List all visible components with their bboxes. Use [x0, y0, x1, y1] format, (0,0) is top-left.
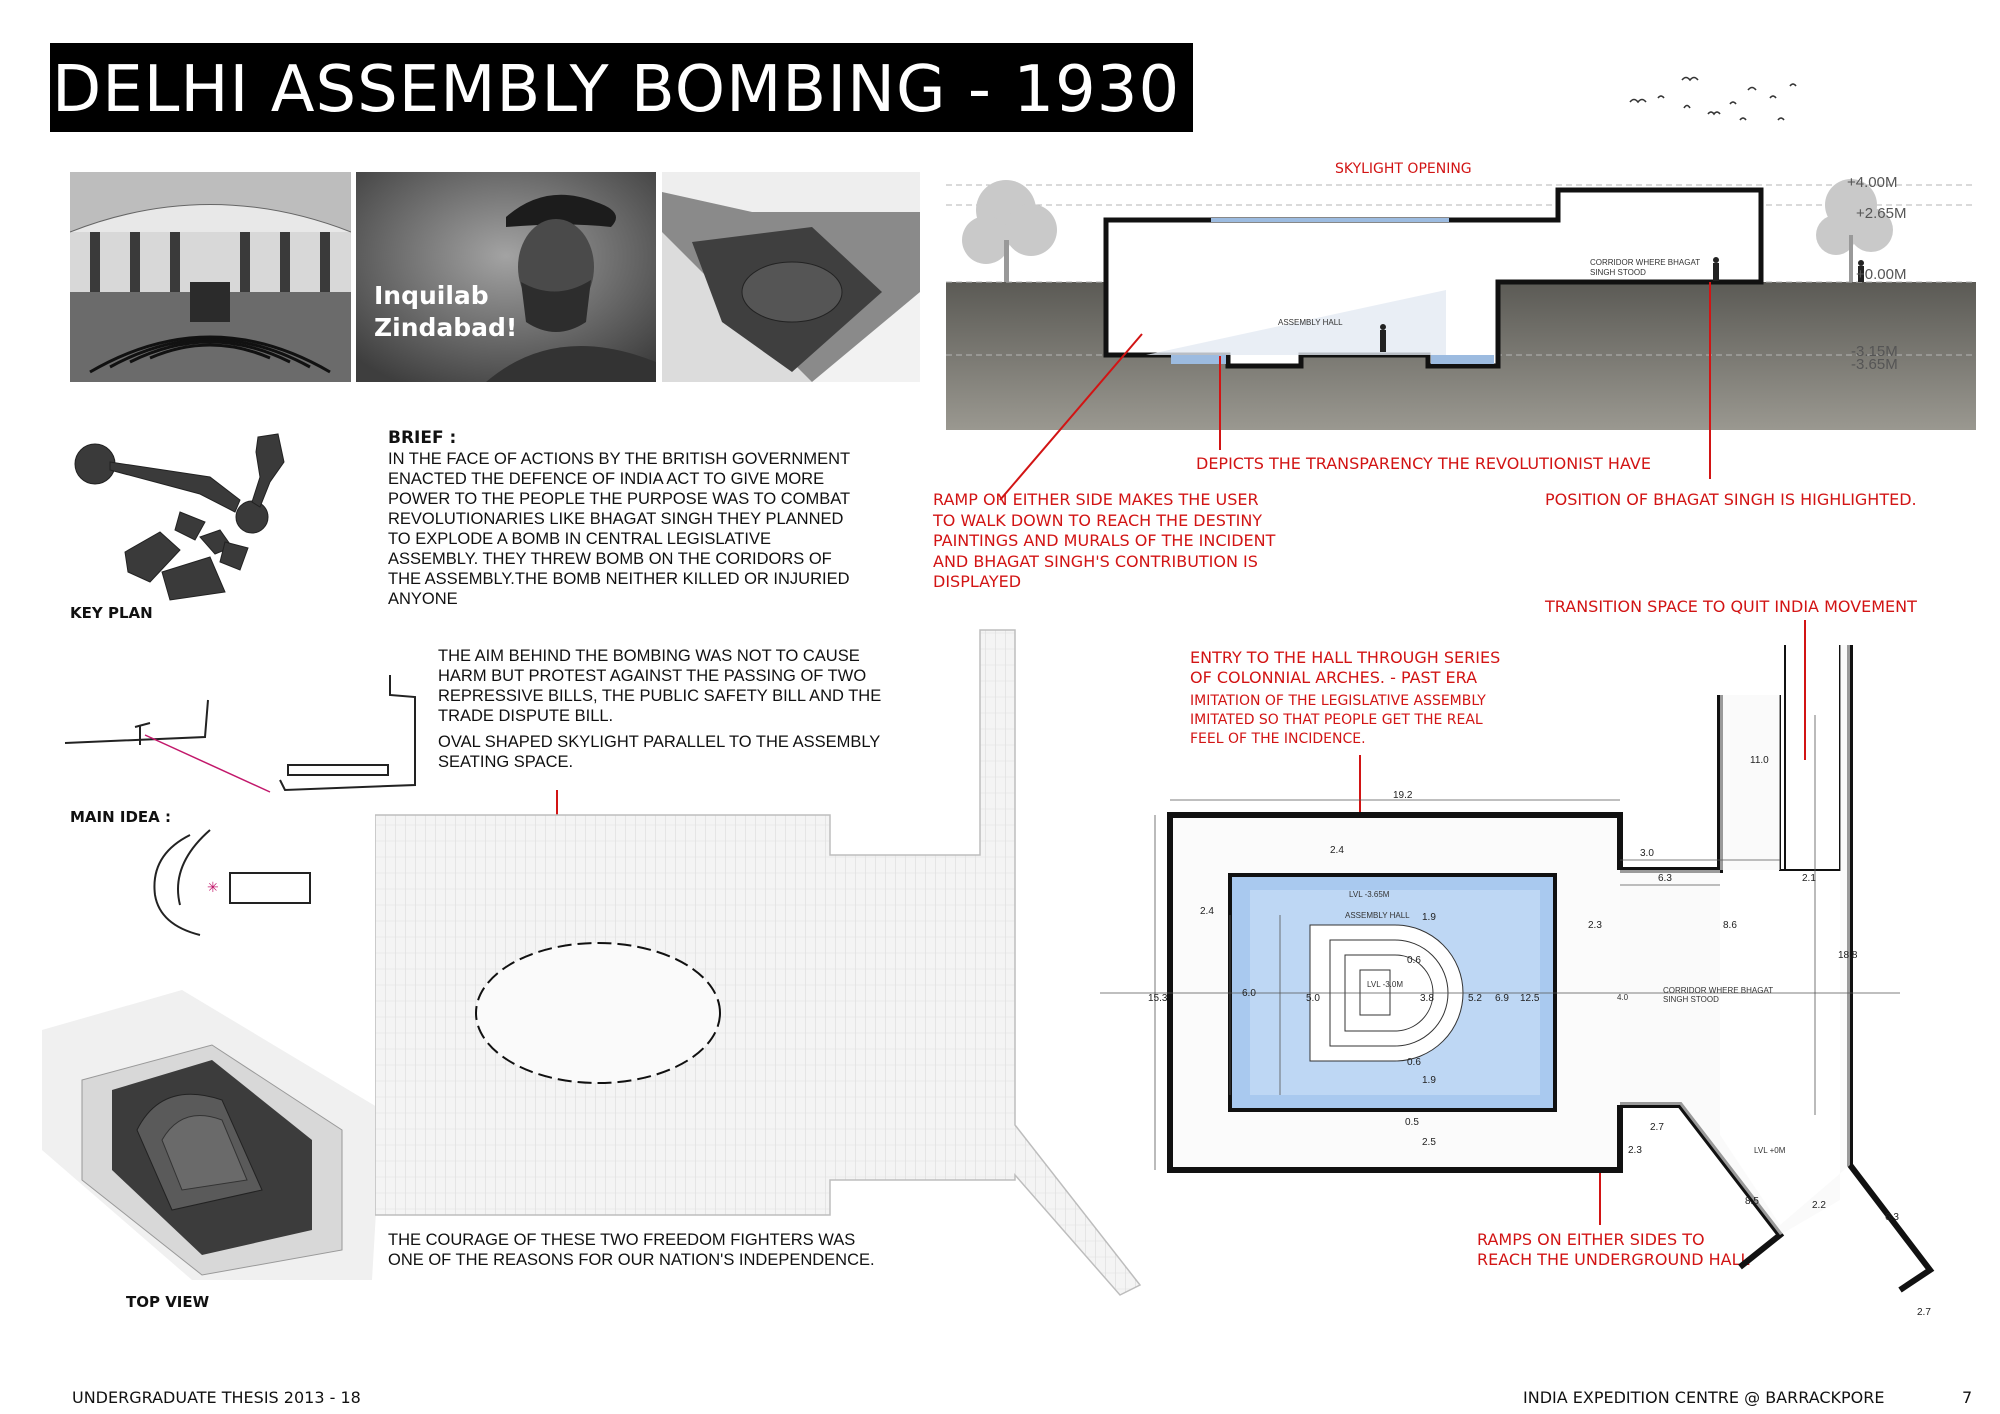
ramps-annotation-line: RAMPS ON EITHER SIDES TO: [1477, 1230, 1705, 1249]
plan-lvl-0-label: LVL +0M: [1754, 1146, 1786, 1155]
dimension-label: 8.5: [1745, 1196, 1759, 1207]
plan-lvl-30-label: LVL -3.0M: [1367, 980, 1404, 989]
dimension-label: 2.7: [1650, 1122, 1664, 1133]
courage-line: THE COURAGE OF THESE TWO FREEDOM FIGHTERS WAS: [388, 1231, 856, 1249]
dimension-label: 15.3: [1148, 993, 1168, 1004]
brief-line: REVOLUTIONARIES LIKE BHAGAT SINGH THEY PLANNED: [388, 510, 844, 528]
level-label-365: -3.65M: [1851, 356, 1898, 373]
brief-line: ANYONE: [388, 590, 458, 608]
page-number: 7: [1962, 1388, 1973, 1407]
transition-annotation: TRANSITION SPACE TO QUIT INDIA MOVEMENT: [1545, 597, 1917, 616]
dimension-label: 2.4: [1330, 845, 1344, 856]
dimension-label: 19.2: [1393, 790, 1413, 801]
brief-line: POWER TO THE PEOPLE THE PURPOSE WAS TO COMBAT: [388, 490, 851, 508]
ramp-annotation-line: AND BHAGAT SINGH'S CONTRIBUTION IS: [933, 551, 1258, 571]
level-label-000: +0.00M: [1856, 266, 1907, 283]
dimension-label: 11.0: [1750, 755, 1769, 766]
ramp-annotation-line: TO WALK DOWN TO REACH THE DESTINY: [933, 510, 1263, 530]
page-title: DELHI ASSEMBLY BOMBING - 1930: [52, 53, 1181, 127]
section-assembly-hall-label: ASSEMBLY HALL: [1278, 318, 1343, 327]
aim-line: TRADE DISPUTE BILL.: [438, 707, 614, 725]
dimension-label: 8.6: [1723, 920, 1737, 931]
ramp-annotation: [933, 490, 1275, 593]
footer-project: INDIA EXPEDITION CENTRE @ BARRACKPORE: [1523, 1388, 1885, 1407]
ramps-annotation-line: REACH THE UNDERGROUND HALL: [1477, 1250, 1750, 1269]
dimension-label: 6.9: [1495, 993, 1509, 1004]
dimension-label: 2.7: [1917, 1307, 1931, 1318]
floor-plan-drawing: [1100, 625, 1950, 1330]
poster-text-line2: Zindabad!: [374, 313, 518, 342]
dimension-label: 3.0: [1640, 848, 1654, 859]
brief-line: THE ASSEMBLY.THE BOMB NEITHER KILLED OR INJURIED: [388, 570, 850, 588]
brief-heading: BRIEF :: [388, 428, 457, 448]
section-corridor-label-1: CORRIDOR WHERE BHAGAT: [1590, 258, 1701, 267]
imitation-annotation-line: IMITATED SO THAT PEOPLE GET THE REAL: [1190, 712, 1483, 728]
imitation-annotation-line: IMITATION OF THE LEGISLATIVE ASSEMBLY: [1190, 693, 1486, 709]
transparency-annotation: DEPICTS THE TRANSPARENCY THE REVOLUTIONIST HAVE: [1196, 454, 1651, 473]
dimension-label: 1.9: [1422, 912, 1436, 923]
dimension-label: 2.3: [1588, 920, 1602, 931]
plan-assembly-hall-label: ASSEMBLY HALL: [1345, 911, 1410, 920]
brief-line: TO EXPLODE A BOMB IN CENTRAL LEGISLATIVE: [388, 530, 771, 548]
level-label-400: +4.00M: [1847, 174, 1898, 191]
skylight-opening-label: SKYLIGHT OPENING: [1335, 161, 1472, 177]
key-plan-label: KEY PLAN: [70, 604, 153, 622]
dimension-label: 6.3: [1658, 873, 1672, 884]
main-idea-label: MAIN IDEA :: [70, 808, 172, 826]
dimension-label: 2.1: [1802, 873, 1816, 884]
dimension-label: 3.8: [1420, 993, 1434, 1004]
plan-corridor-label-2: SINGH STOOD: [1663, 995, 1719, 1004]
ramp-annotation-line: PAINTINGS AND MURALS OF THE INCIDENT: [933, 531, 1276, 550]
courage-line: ONE OF THE REASONS FOR OUR NATION'S INDEPENDENCE.: [388, 1251, 875, 1269]
courage-text: [388, 1230, 875, 1270]
ramp-annotation-line: DISPLAYED: [933, 572, 1022, 591]
footer-thesis: UNDERGRADUATE THESIS 2013 - 18: [72, 1388, 361, 1407]
brief-line: IN THE FACE OF ACTIONS BY THE BRITISH GOVERNMENT: [388, 450, 851, 468]
brief-text: [388, 449, 850, 609]
dimension-label: 5.2: [1468, 993, 1482, 1004]
dimension-label: 6.3: [1885, 1212, 1899, 1223]
position-annotation: POSITION OF BHAGAT SINGH IS HIGHLIGHTED.: [1545, 490, 1917, 509]
dimension-label: 1.9: [1422, 1075, 1436, 1086]
key-plan-drawing: [70, 422, 300, 602]
brief-line: ASSEMBLY. THEY THREW BOMB ON THE CORIDORS OF: [388, 550, 832, 568]
svg-text:✳: ✳: [207, 879, 219, 895]
dimension-label: 12.5: [1520, 993, 1540, 1004]
dimension-label: 2.2: [1812, 1200, 1826, 1211]
level-label-265: +2.65M: [1856, 205, 1907, 222]
top-view-label: TOP VIEW: [126, 1293, 210, 1311]
aim-line: HARM BUT PROTEST AGAINST THE PASSING OF TWO: [438, 667, 867, 685]
level-label-315: -3.15M: [1851, 343, 1898, 360]
plan-lvl-365-label: LVL -3.65M: [1349, 890, 1390, 899]
section-corridor-label-2: SINGH STOOD: [1590, 268, 1646, 277]
ramp-annotation-line: RAMP ON EITHER SIDE MAKES THE USER: [933, 490, 1259, 509]
dimension-label: 4.0: [1617, 993, 1629, 1002]
oval-line: SEATING SPACE.: [438, 753, 574, 771]
oval-line: OVAL SHAPED SKYLIGHT PARALLEL TO THE ASSEMBLY: [438, 733, 881, 751]
roof-plan-drawing: [375, 625, 1155, 1305]
dimension-label: 0.6: [1407, 1057, 1421, 1068]
imitation-annotation-line: FEEL OF THE INCIDENCE.: [1190, 731, 1366, 747]
top-view-render: [42, 990, 382, 1280]
dimension-label: 2.3: [1628, 1145, 1642, 1156]
dimension-label: 2.4: [1200, 906, 1214, 917]
dimension-label: 6.0: [1242, 988, 1256, 999]
plan-corridor-label-1: CORRIDOR WHERE BHAGAT: [1663, 986, 1774, 995]
aim-line: REPRESSIVE BILLS, THE PUBLIC SAFETY BILL AND THE: [438, 687, 882, 705]
dimension-label: 0.5: [1405, 1117, 1419, 1128]
dimension-label: 0.6: [1407, 955, 1421, 966]
dimension-label: 2.5: [1422, 1137, 1436, 1148]
entry-annotation-line: OF COLONNIAL ARCHES. - PAST ERA: [1190, 668, 1478, 687]
brief-line: ENACTED THE DEFENCE OF INDIA ACT TO GIVE MORE: [388, 470, 825, 488]
entry-annotation-line: ENTRY TO THE HALL THROUGH SERIES: [1190, 648, 1501, 667]
dimension-label: 5.0: [1306, 993, 1320, 1004]
aim-line: THE AIM BEHIND THE BOMBING WAS NOT TO CAUSE: [438, 647, 860, 665]
poster-text-line1: Inquilab: [374, 281, 489, 310]
dimension-label: 18.8: [1838, 950, 1858, 961]
